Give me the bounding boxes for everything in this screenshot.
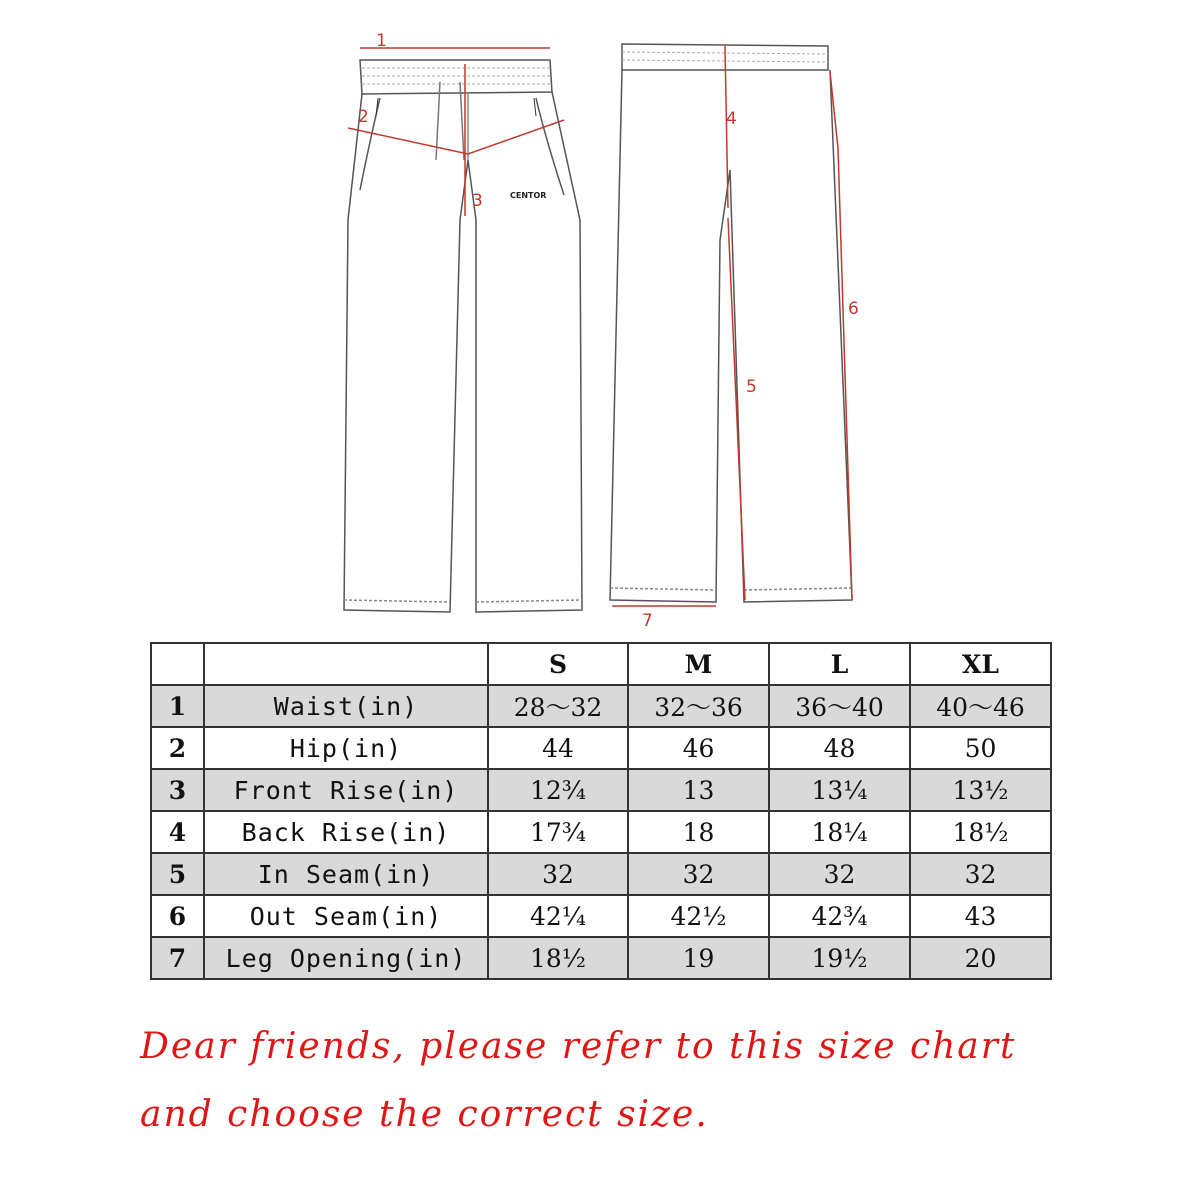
row-number: 4 [151, 811, 204, 853]
size-value: 18 [628, 811, 769, 853]
measurement-lines [348, 46, 852, 606]
size-value: 32～36 [628, 685, 769, 727]
size-value: 40～46 [910, 685, 1051, 727]
size-value: 36～40 [769, 685, 910, 727]
row-number: 5 [151, 853, 204, 895]
table-row [151, 895, 1051, 937]
dim-label-7: 7 [642, 611, 653, 631]
row-number: 1 [151, 685, 204, 727]
row-number: 3 [151, 769, 204, 811]
size-value: 17¾ [488, 811, 628, 853]
row-label: Front Rise(in) [204, 769, 488, 811]
table-row [151, 937, 1051, 979]
row-number: 6 [151, 895, 204, 937]
size-value: 13 [628, 769, 769, 811]
size-value: 43 [910, 895, 1051, 937]
table-row [151, 811, 1051, 853]
table-row [151, 769, 1051, 811]
header-size-l: L [769, 643, 910, 685]
size-value: 32 [769, 853, 910, 895]
size-value: 32 [488, 853, 628, 895]
dim-label-4: 4 [726, 109, 737, 129]
size-value: 44 [488, 727, 628, 769]
row-number: 2 [151, 727, 204, 769]
table-header-row [151, 643, 1051, 685]
size-value: 20 [910, 937, 1051, 979]
header-cell-label [204, 643, 488, 685]
table-row [151, 853, 1051, 895]
header-size-s: S [488, 643, 628, 685]
size-value: 42¼ [488, 895, 628, 937]
dim-label-3: 3 [472, 191, 483, 211]
header-size-xl: XL [910, 643, 1051, 685]
row-number: 7 [151, 937, 204, 979]
pants-size-diagram [300, 20, 900, 640]
size-value: 42¾ [769, 895, 910, 937]
size-value: 50 [910, 727, 1051, 769]
front-logo: CENTOR [510, 191, 547, 200]
size-value: 18½ [910, 811, 1051, 853]
size-value: 32 [910, 853, 1051, 895]
dim-label-6: 6 [848, 299, 859, 319]
header-cell-num [151, 643, 204, 685]
size-value: 13¼ [769, 769, 910, 811]
size-note-line-1: Dear friends, please refer to this size chart [140, 1026, 1017, 1067]
row-label: Leg Opening(in) [204, 937, 488, 979]
size-note-line-2: and choose the correct size. [140, 1094, 709, 1135]
size-value: 18½ [488, 937, 628, 979]
size-value: 32 [628, 853, 769, 895]
size-value: 28～32 [488, 685, 628, 727]
row-label: In Seam(in) [204, 853, 488, 895]
size-value: 19 [628, 937, 769, 979]
row-label: Back Rise(in) [204, 811, 488, 853]
front-pants [344, 60, 582, 612]
row-label: Hip(in) [204, 727, 488, 769]
table-row [151, 727, 1051, 769]
front-pocket-zipper-icon [376, 98, 536, 116]
size-value: 48 [769, 727, 910, 769]
table-body [151, 685, 1051, 979]
size-chart-table [150, 642, 1052, 980]
size-value: 18¼ [769, 811, 910, 853]
row-label: Waist(in) [204, 685, 488, 727]
dim-label-5: 5 [746, 377, 757, 397]
size-value: 42½ [628, 895, 769, 937]
dim-label-2: 2 [358, 107, 369, 127]
pants-illustration [300, 20, 900, 640]
size-value: 46 [628, 727, 769, 769]
size-value: 12¾ [488, 769, 628, 811]
row-label: Out Seam(in) [204, 895, 488, 937]
table-row [151, 685, 1051, 727]
dim-label-1: 1 [376, 31, 387, 51]
size-value: 19½ [769, 937, 910, 979]
size-value: 13½ [910, 769, 1051, 811]
header-size-m: M [628, 643, 769, 685]
